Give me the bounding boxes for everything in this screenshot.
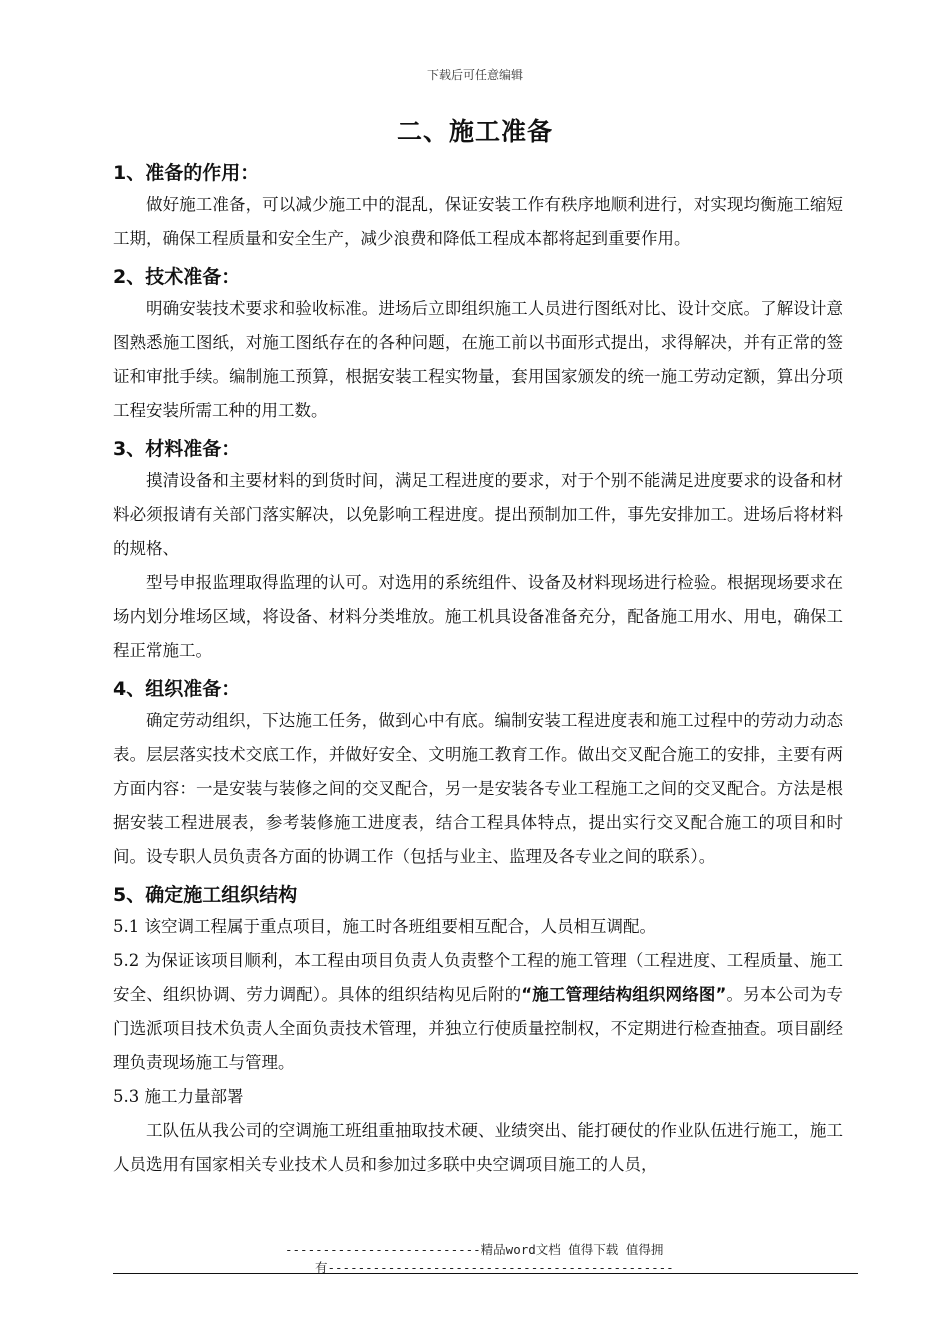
item-5-2 (113, 944, 843, 1080)
section-2-paragraph: 明确安装技术要求和验收标准。进场后立即组织施工人员进行图纸对比、设计交底。了解设计意图熟悉施工图纸，对施工图纸存在的各种问题，在施工前以书面形式提出，求得解决，并有正常的签证和审批手续。编制施工预算，根据安装工程实物量，套用国家颁发的统一施工劳动定额，算出分项工程安装所需工种的用工数。 (113, 299, 843, 420)
section-heading-2: 2、技术准备： (113, 266, 241, 288)
item-5-3-paragraph: 工队伍从我公司的空调施工班组重抽取技术硬、业绩突出、能打硬仗的作业队伍进行施工，施工人员选用有国家相关专业技术人员和参加过多联中央空调项目施工的人员， (113, 1121, 843, 1174)
footer-watermark-line-1: --------------------------精品word文档 值得下载 值得拥 (285, 1242, 664, 1257)
footer-watermark-line-2: 有---------------------------------------------- (315, 1260, 674, 1275)
section-1-paragraph: 做好施工准备，可以减少施工中的混乱，保证安装工作有秩序地顺利进行，对实现均衡施工缩短工期，确保工程质量和安全生产，减少浪费和降低工程成本都将起到重要作用。 (113, 195, 843, 248)
section-3-paragraph-2: 型号申报监理取得监理的认可。对选用的系统组件、设备及材料现场进行检验。根据现场要求在场内划分堆场区域，将设备、材料分类堆放。施工机具设备准备充分，配备施工用水、用电，确保工程正常施工。 (113, 573, 843, 660)
section-heading-3: 3、材料准备： (113, 438, 241, 460)
item-5-3: 5.3 施工力量部署 (113, 1087, 244, 1106)
section-heading-5: 5、确定施工组织结构 (113, 884, 298, 906)
section-heading-1: 1、准备的作用： (113, 162, 260, 184)
item-5-1: 5.1 该空调工程属于重点项目，施工时各班组要相互配合，人员相互调配。 (113, 917, 656, 936)
item-5-2-text-b: 。另本公司为专门选派项目技术负责人全面负责技术管理，并独立行使质量控制权，不定期进行检查抽查。项目副经理负责现场施工与管理。 (113, 985, 844, 1072)
page-title: 二、施工准备 (396, 117, 553, 146)
item-5-2-emphasis: “施工管理结构组织网络图” (521, 985, 727, 1004)
section-4-paragraph: 确定劳动组织，下达施工任务，做到心中有底。编制安装工程进度表和施工过程中的劳动力动态表。层层落实技术交底工作，并做好安全、文明施工教育工作。做出交叉配合施工的安排，主要有两方面内容：一是安装与装修之间的交叉配合，另一是安装各专业工程施工之间的交叉配合。方法是根据安装工程进展表，参考装修施工进度表，结合工程具体特点，提出实行交叉配合施工的项目和时间。设专职人员负责各方面的协调工作（包括与业主、监理及各专业之间的联系）。 (113, 711, 843, 866)
section-3-paragraph-1: 摸清设备和主要材料的到货时间，满足工程进度的要求，对于个别不能满足进度要求的设备和材料必须报请有关部门落实解决，以免影响工程进度。提出预制加工件，事先安排加工。进场后将材料的规格、 (113, 471, 843, 558)
document-body (113, 158, 843, 1182)
header-note: 下载后可任意编辑 (426, 68, 523, 82)
section-heading-4: 4、组织准备： (113, 678, 241, 700)
item-5-2-text-a: 5.2 为保证该项目顺利，本工程由项目负责人负责整个工程的施工管理（工程进度、工程质量、施工安全、组织协调、劳力调配）。具体的组织结构见后附的 (113, 951, 843, 1004)
footer-rule (113, 1273, 858, 1274)
